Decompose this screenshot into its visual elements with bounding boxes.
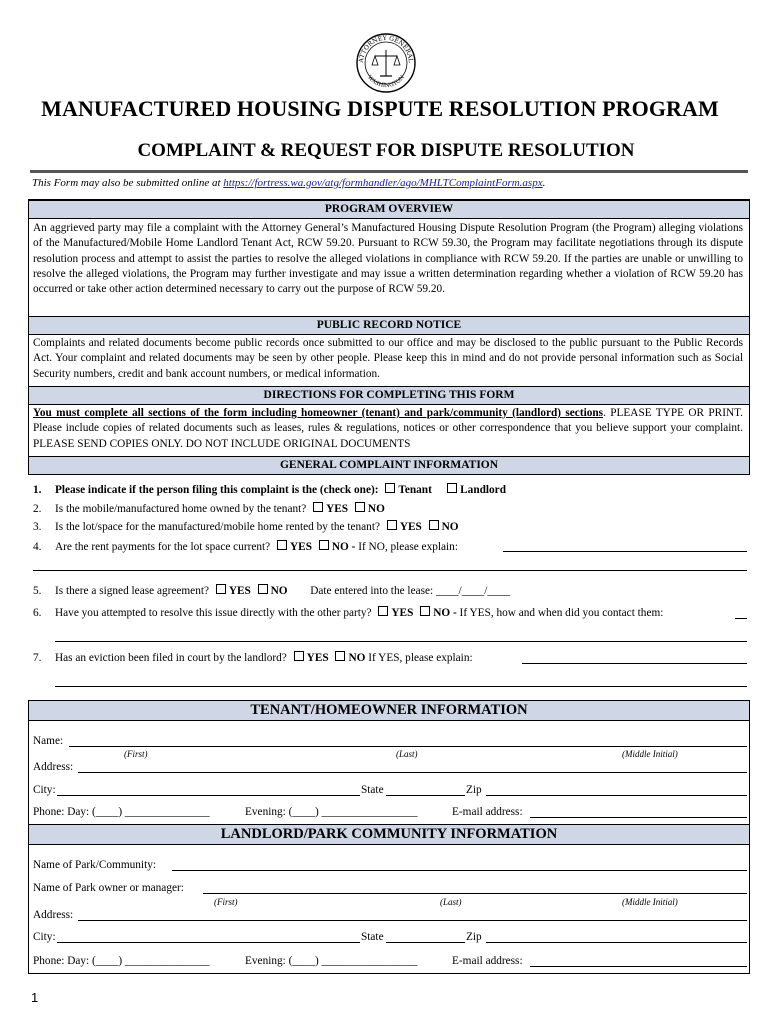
q7-explain-line-2[interactable] — [55, 686, 747, 687]
question-7: 7. Has an eviction been filed in court by the landlord? YES NO If YES, please explain: — [33, 652, 473, 664]
svg-text:WASHINGTON — [366, 75, 406, 90]
landlord-phone-day[interactable]: Phone: Day: (____) _______________ — [33, 955, 210, 967]
landlord-city-line[interactable] — [57, 942, 360, 943]
online-notice: This Form may also be submitted online at https://fortress.wa.gov/atg/formhandler/ago/MHLTComplaintForm.aspx. — [32, 177, 546, 189]
question-1: 1. Please indicate if the person filing this complaint is the (check one): Tenant Landlord — [33, 484, 506, 496]
landlord-email-line[interactable] — [530, 966, 747, 967]
tenant-last-label: (Last) — [396, 749, 418, 759]
tenant-phone-day[interactable]: Phone: Day: (____) _______________ — [33, 806, 210, 818]
q2-yes-checkbox[interactable] — [313, 502, 323, 512]
question-2: 2. Is the mobile/manufactured home owned by the tenant? YES NO — [33, 503, 385, 515]
tenant-address-line[interactable] — [78, 772, 747, 773]
tenant-phone-evening[interactable]: Evening: (____) _________________ — [245, 806, 418, 818]
program-overview-heading: PROGRAM OVERVIEW — [28, 200, 750, 219]
public-record-heading: PUBLIC RECORD NOTICE — [28, 316, 750, 335]
q5-yes-checkbox[interactable] — [216, 584, 226, 594]
attorney-general-seal — [355, 32, 417, 94]
owner-first-label: (First) — [214, 897, 238, 907]
question-5: 5. Is there a signed lease agreement? YES NO Date entered into the lease: ____/____/____ — [33, 585, 511, 597]
park-owner-label: Name of Park owner or manager: — [33, 882, 184, 894]
title-rule — [30, 170, 748, 173]
landlord-email-label: E-mail address: — [452, 955, 523, 967]
lease-date-field[interactable]: Date entered into the lease: ____/____/____ — [310, 585, 511, 597]
q6-no-checkbox[interactable] — [420, 606, 430, 616]
q7-no-checkbox[interactable] — [335, 651, 345, 661]
q2-no-checkbox[interactable] — [355, 502, 365, 512]
program-overview-text: An aggrieved party may file a complaint with the Attorney General’s Manufactured Housing Dispute Resolution Program (the Program) alleging violations of the Manufactured/Mobile Home Landlord Tenant Act, RCW 59.20. Pursuant to RCW 59.30, the Program may facilitate negotiations through its dispute resolution process and attempt to assist the parties to resolve the alleged violations in compliance with RCW 59.20. If the parties are unable or unwilling to resolve the alleged violations, the Program may further investigate and may issue a written determination regarding whether a violation of RCW 59.20 has occurred or take other action determined necessary to carry out the purpose of RCW 59.20. — [33, 222, 743, 296]
q4-yes-checkbox[interactable] — [277, 540, 287, 550]
tenant-middle-label: (Middle Initial) — [622, 749, 678, 759]
landlord-checkbox[interactable] — [447, 483, 457, 493]
q7-yes-checkbox[interactable] — [294, 651, 304, 661]
tenant-first-label: (First) — [124, 749, 148, 759]
landlord-zip-label: Zip — [466, 931, 482, 943]
tenant-name-line[interactable] — [69, 746, 747, 747]
question-4: 4. Are the rent payments for the lot space current? YES NO - If NO, please explain: — [33, 541, 458, 553]
owner-middle-label: (Middle Initial) — [622, 897, 678, 907]
tenant-zip-label: Zip — [466, 784, 482, 796]
tenant-city-label: City: — [33, 784, 56, 796]
tenant-name-label: Name: — [33, 735, 64, 747]
seal-bottom-text: WASHINGTON — [366, 74, 406, 90]
q3-no-checkbox[interactable] — [429, 520, 439, 530]
landlord-zip-line[interactable] — [486, 942, 747, 943]
tenant-checkbox[interactable] — [385, 483, 395, 493]
online-form-link[interactable]: https://fortress.wa.gov/atg/formhandler/ago/MHLTComplaintForm.aspx — [223, 177, 543, 189]
public-record-text: Complaints and related documents become public records once submitted to our office and may be disclosed to the public pursuant to the Public Records Act. Your complaint and related documents may be seen by other people. Please keep this in mind and do not provide personal information such as Social Security numbers, credit and bank account numbers, or medical information. — [33, 337, 743, 380]
q6-explain-line-0[interactable] — [735, 618, 747, 619]
owner-last-label: (Last) — [440, 897, 462, 907]
directions-text: You must complete all sections of the form including homeowner (tenant) and park/community (landlord) sections. PLEASE TYPE OR PRINT. Please include copies of related documents such as leases, rules & regulations, notices or other correspondence that you believe support your complaint. PLEASE SEND COPIES ONLY. DO NOT INCLUDE ORIGINAL DOCUMENTS — [33, 407, 743, 450]
tenant-state-label: State — [361, 784, 384, 796]
general-complaint-heading: GENERAL COMPLAINT INFORMATION — [28, 456, 750, 475]
q6-yes-checkbox[interactable] — [378, 606, 388, 616]
form-title: MANUFACTURED HOUSING DISPUTE RESOLUTION PROGRAM — [41, 96, 719, 121]
tenant-email-line[interactable] — [530, 817, 747, 818]
seal-top-text: ATTORNEY GENERAL — [357, 34, 415, 63]
landlord-address-line[interactable] — [78, 920, 747, 921]
q3-yes-checkbox[interactable] — [387, 520, 397, 530]
tenant-email-label: E-mail address: — [452, 806, 523, 818]
page-number: 1 — [31, 990, 39, 1005]
park-owner-line[interactable] — [203, 893, 747, 894]
tenant-heading: TENANT/HOMEOWNER INFORMATION — [28, 700, 750, 721]
tenant-zip-line[interactable] — [486, 795, 747, 796]
form-subtitle: COMPLAINT & REQUEST FOR DISPUTE RESOLUTION — [137, 140, 635, 161]
landlord-state-line[interactable] — [386, 942, 465, 943]
q4-explain-line-1[interactable] — [503, 551, 747, 552]
q7-explain-line-1[interactable] — [522, 663, 747, 664]
question-6: 6. Have you attempted to resolve this issue directly with the other party? YES NO - If YES, how and when did you contact them: — [33, 607, 664, 619]
tenant-city-line[interactable] — [57, 795, 360, 796]
q4-no-checkbox[interactable] — [319, 540, 329, 550]
question-3: 3. Is the lot/space for the manufactured/mobile home rented by the tenant? YES NO — [33, 521, 459, 533]
park-name-line[interactable] — [172, 870, 747, 871]
q4-explain-line-2[interactable] — [33, 570, 747, 571]
tenant-state-line[interactable] — [386, 795, 465, 796]
q6-explain-line-1[interactable] — [55, 641, 747, 642]
park-name-label: Name of Park/Community: — [33, 859, 156, 871]
landlord-address-label: Address: — [33, 909, 74, 921]
landlord-city-label: City: — [33, 931, 56, 943]
landlord-heading: LANDLORD/PARK COMMUNITY INFORMATION — [28, 824, 750, 845]
landlord-phone-evening[interactable]: Evening: (____) _________________ — [245, 955, 418, 967]
directions-heading: DIRECTIONS FOR COMPLETING THIS FORM — [28, 386, 750, 405]
landlord-state-label: State — [361, 931, 384, 943]
q5-no-checkbox[interactable] — [258, 584, 268, 594]
tenant-address-label: Address: — [33, 761, 74, 773]
